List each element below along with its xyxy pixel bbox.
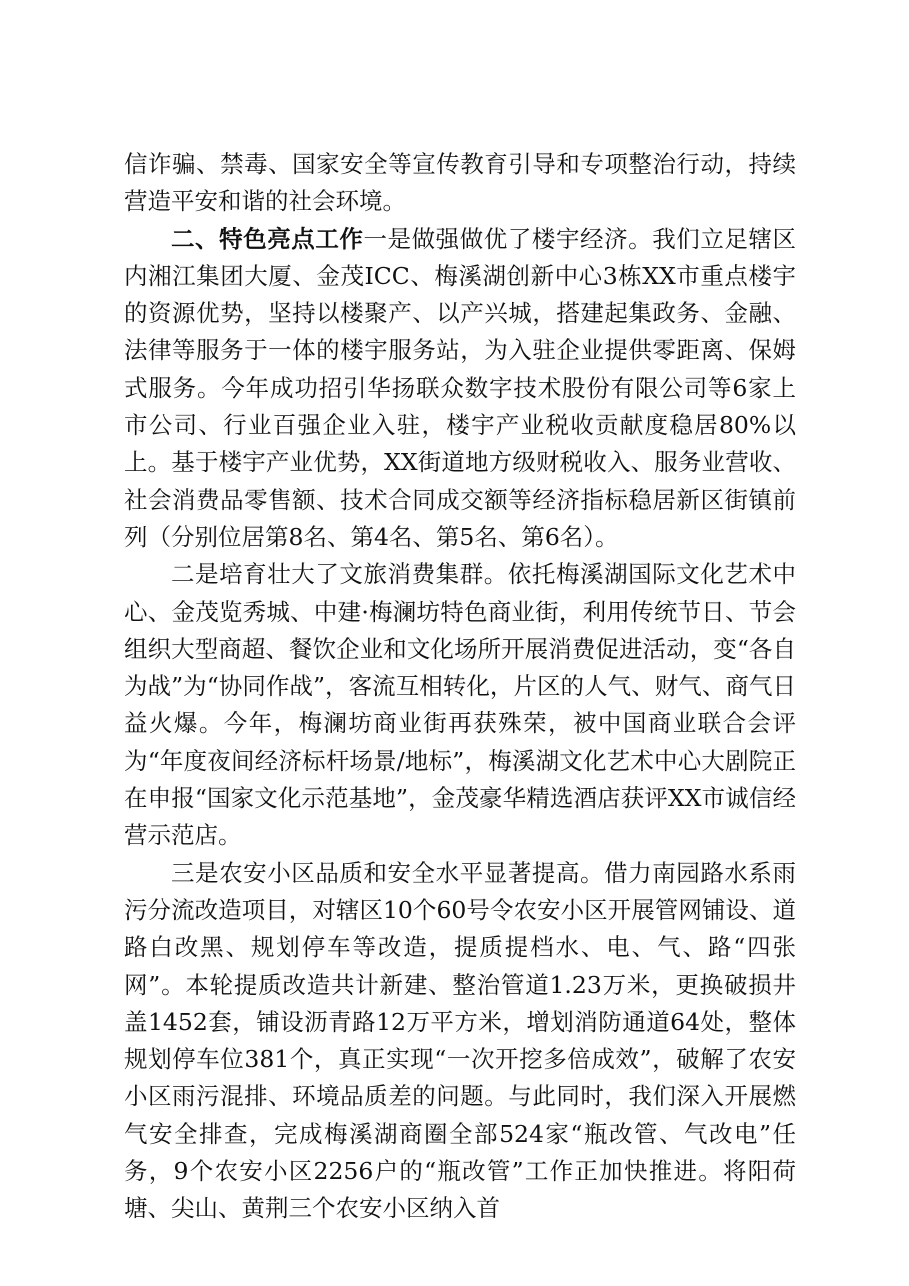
paragraph-text: 一是做强做优了楼宇经济。我们立足辖区内湘江集团大厦、金茂ICC、梅溪湖创新中心3栋XX市重点楼宇的资源优势，坚持以楼聚产、以产兴城，搭建起集政务、金融、法律等服务于一体的楼宇服务站，为入驻企业提供零距离、保姆式服务。今年成功招引华扬联众数字技术股份有限公司等6家上市公司、行业百强企业入驻，楼宇产业税收贡献度稳居80%以上。基于楼宇产业优势，XX街道地方级财税收入、服务业营收、社会消费品零售额、技术合同成交额等经济指标稳居新区街镇前列（分别位居第8名、第4名、第5名、第6名）。 bbox=[124, 224, 797, 551]
paragraph-highlights bbox=[124, 221, 796, 557]
paragraph-text: 二是培育壮大了文旅消费集群。依托梅溪湖国际文化艺术中心、金茂览秀城、中建·梅澜坊特色商业街，利用传统节日、节会组织大型商超、餐饮企业和文化场所开展消费促进活动，变“各自为战”为“协同作战”，客流互相转化，片区的人气、财气、商气日益火爆。今年，梅澜坊商业街再获殊荣，被中国商业联合会评为“年度夜间经济标杆场景/地标”，梅溪湖文化艺术中心大剧院正在申报“国家文化示范基地”，金茂豪华精选酒店获评XX市诚信经营示范店。 bbox=[124, 560, 796, 850]
paragraph-residential-safety bbox=[124, 855, 796, 1228]
section-heading: 二、特色亮点工作 bbox=[171, 224, 364, 253]
paragraph-text: 信诈骗、禁毒、国家安全等宣传教育引导和专项整治行动，持续营造平安和谐的社会环境。 bbox=[124, 150, 796, 216]
paragraph-text: 三是农安小区品质和安全水平显著提高。借力南园路水系雨污分流改造项目，对辖区10个60号令农安小区开展管网铺设、道路白改黑、规划停车等改造，提质提档水、电、气、路“四张网”。本轮提质改造共计新建、整治管道1.23万米，更换破损井盖1452套，铺设沥青路12万平方米，增划消防通道64处，整体规划停车位381个，真正实现“一次开挖多倍成效”，破解了农安小区雨污混排、环境品质差的问题。与此同时，我们深入开展燃气安全排查，完成梅溪湖商圈全部524家“瓶改管、气改电”任务，9个农安小区2256户的“瓶改管”工作正加快推进。将阳荷塘、尖山、黄荆三个农安小区纳入首 bbox=[124, 858, 796, 1223]
paragraph-culture-tourism bbox=[124, 556, 796, 854]
document-body bbox=[124, 146, 796, 1228]
paragraph-continuation bbox=[124, 146, 796, 221]
